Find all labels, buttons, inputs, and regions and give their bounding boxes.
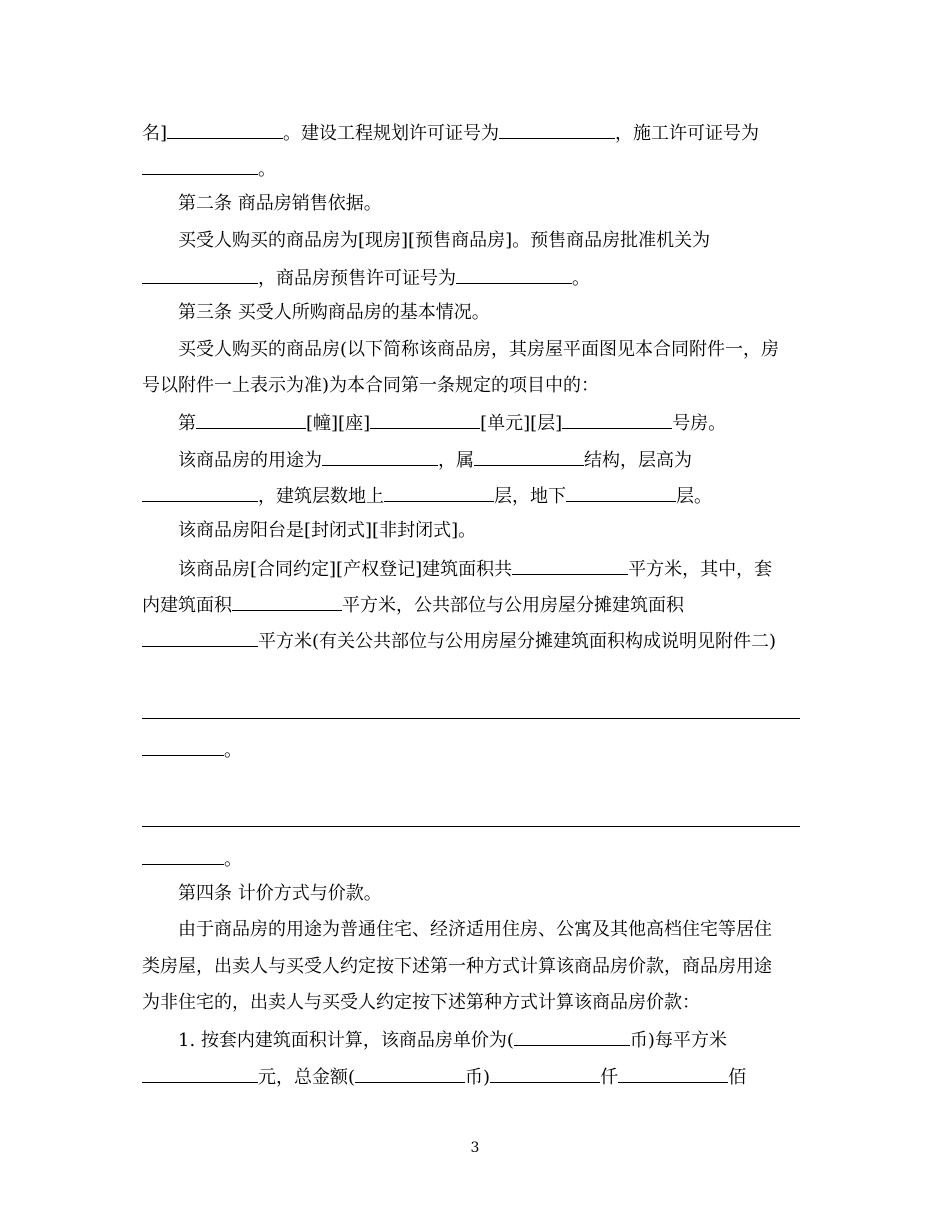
text: ，施工许可证号为 — [615, 123, 760, 144]
page-number: 3 — [470, 1140, 480, 1156]
text-line — [142, 955, 772, 979]
fill-blank — [142, 628, 258, 647]
text: 该商品房阳台是[封闭式][非封闭式]。 — [178, 520, 477, 541]
text: 币) — [465, 1067, 491, 1088]
text: 号房。 — [672, 413, 727, 434]
text: [单元][层] — [480, 413, 563, 434]
text: 。 — [258, 159, 276, 180]
text: 层。 — [676, 486, 712, 507]
text: 平方米，公共部位与公用房屋分摊建筑面积 — [342, 595, 684, 616]
text: 该商品房的用途为 — [178, 450, 322, 471]
text-line — [142, 156, 276, 182]
text: 第二条 商品房销售依据。 — [178, 193, 382, 214]
text: 第 — [178, 413, 196, 434]
fill-blank — [370, 410, 480, 429]
article-heading — [178, 192, 382, 216]
text-line — [142, 991, 700, 1015]
text: 。 — [224, 849, 242, 870]
text-line — [142, 592, 684, 618]
text-line — [142, 265, 590, 291]
text: 买受人购买的商品房(以下简称该商品房，其房屋平面图见本合同附件一，房 — [178, 339, 780, 360]
text-line — [178, 556, 772, 582]
text: 内建筑面积 — [142, 595, 232, 616]
text-line — [178, 519, 476, 543]
text: ，商品房预售许可证号为 — [258, 268, 456, 289]
text-line — [142, 1064, 746, 1090]
text: 。建设工程规划许可证号为 — [283, 123, 500, 144]
text: [幢][座] — [306, 413, 371, 434]
text-line — [178, 338, 779, 362]
fill-blank — [322, 447, 438, 466]
text: 买受人购买的商品房为[现房][预售商品房]。预售商品房批准机关为 — [178, 230, 711, 251]
text-line — [178, 918, 772, 942]
text: 类房屋，出卖人与买受人约定按下述第一种方式计算该商品房价款，商品房用途 — [142, 956, 772, 977]
text-line — [142, 483, 712, 509]
text: 结构，层高为 — [584, 450, 692, 471]
fill-blank — [355, 1064, 465, 1083]
text: 。 — [572, 268, 590, 289]
fill-blank — [456, 265, 572, 284]
text: ，属 — [438, 450, 474, 471]
text-line — [142, 120, 759, 146]
fill-blank — [514, 1027, 630, 1046]
fill-blank — [142, 1064, 258, 1083]
text: 佰 — [728, 1067, 747, 1088]
fill-blank — [562, 410, 672, 429]
text: 该商品房[合同约定][产权登记]建筑面积共 — [178, 559, 513, 580]
fill-blank — [167, 120, 283, 139]
fill-blank — [566, 483, 676, 502]
fill-blank — [232, 592, 342, 611]
fill-blank — [142, 483, 258, 502]
text-line — [178, 1027, 727, 1053]
fill-blank — [142, 265, 258, 284]
text: 元，总金额( — [258, 1067, 356, 1088]
fill-blank — [196, 410, 306, 429]
text: 平方米(有关公共部位与公用房屋分摊建筑面积构成说明见附件二) — [258, 631, 777, 652]
text: ，建筑层数地上 — [258, 486, 384, 507]
article-heading — [178, 301, 490, 325]
text: 仟 — [600, 1067, 619, 1088]
article-heading — [178, 882, 382, 906]
text-line — [178, 229, 710, 253]
fill-blank-full — [142, 718, 800, 719]
text: 号以附件一上表示为准)为本合同第一条规定的项目中的： — [142, 375, 600, 396]
text-line — [142, 374, 599, 398]
text: 第四条 计价方式与价款。 — [178, 883, 382, 904]
fill-blank — [490, 1064, 600, 1083]
fill-blank — [512, 556, 628, 575]
fill-blank — [474, 447, 584, 466]
text: 由于商品房的用途为普通住宅、经济适用住房、公寓及其他高档住宅等居住 — [178, 919, 772, 940]
fill-blank-full — [142, 826, 800, 827]
text-line — [178, 447, 692, 473]
fill-blank — [618, 1064, 728, 1083]
fill-blank — [384, 483, 494, 502]
text: 第三条 买受人所购商品房的基本情况。 — [178, 302, 490, 323]
fill-blank — [142, 156, 258, 175]
text: 币)每平方米 — [629, 1030, 727, 1051]
fill-blank — [142, 846, 224, 865]
text-line — [142, 737, 242, 763]
text-line — [142, 628, 776, 654]
fill-blank — [499, 120, 615, 139]
text: 为非住宅的，出卖人与买受人约定按下述第种方式计算该商品房价款： — [142, 992, 700, 1013]
fill-blank — [142, 737, 224, 756]
text: 1. 按套内建筑面积计算，该商品房单价为( — [178, 1030, 514, 1051]
text-line — [178, 410, 726, 436]
text-line — [142, 846, 242, 872]
text: 。 — [224, 740, 242, 761]
text: 层，地下 — [494, 486, 566, 507]
text: 名] — [142, 123, 168, 144]
text: 平方米，其中，套 — [628, 559, 773, 580]
